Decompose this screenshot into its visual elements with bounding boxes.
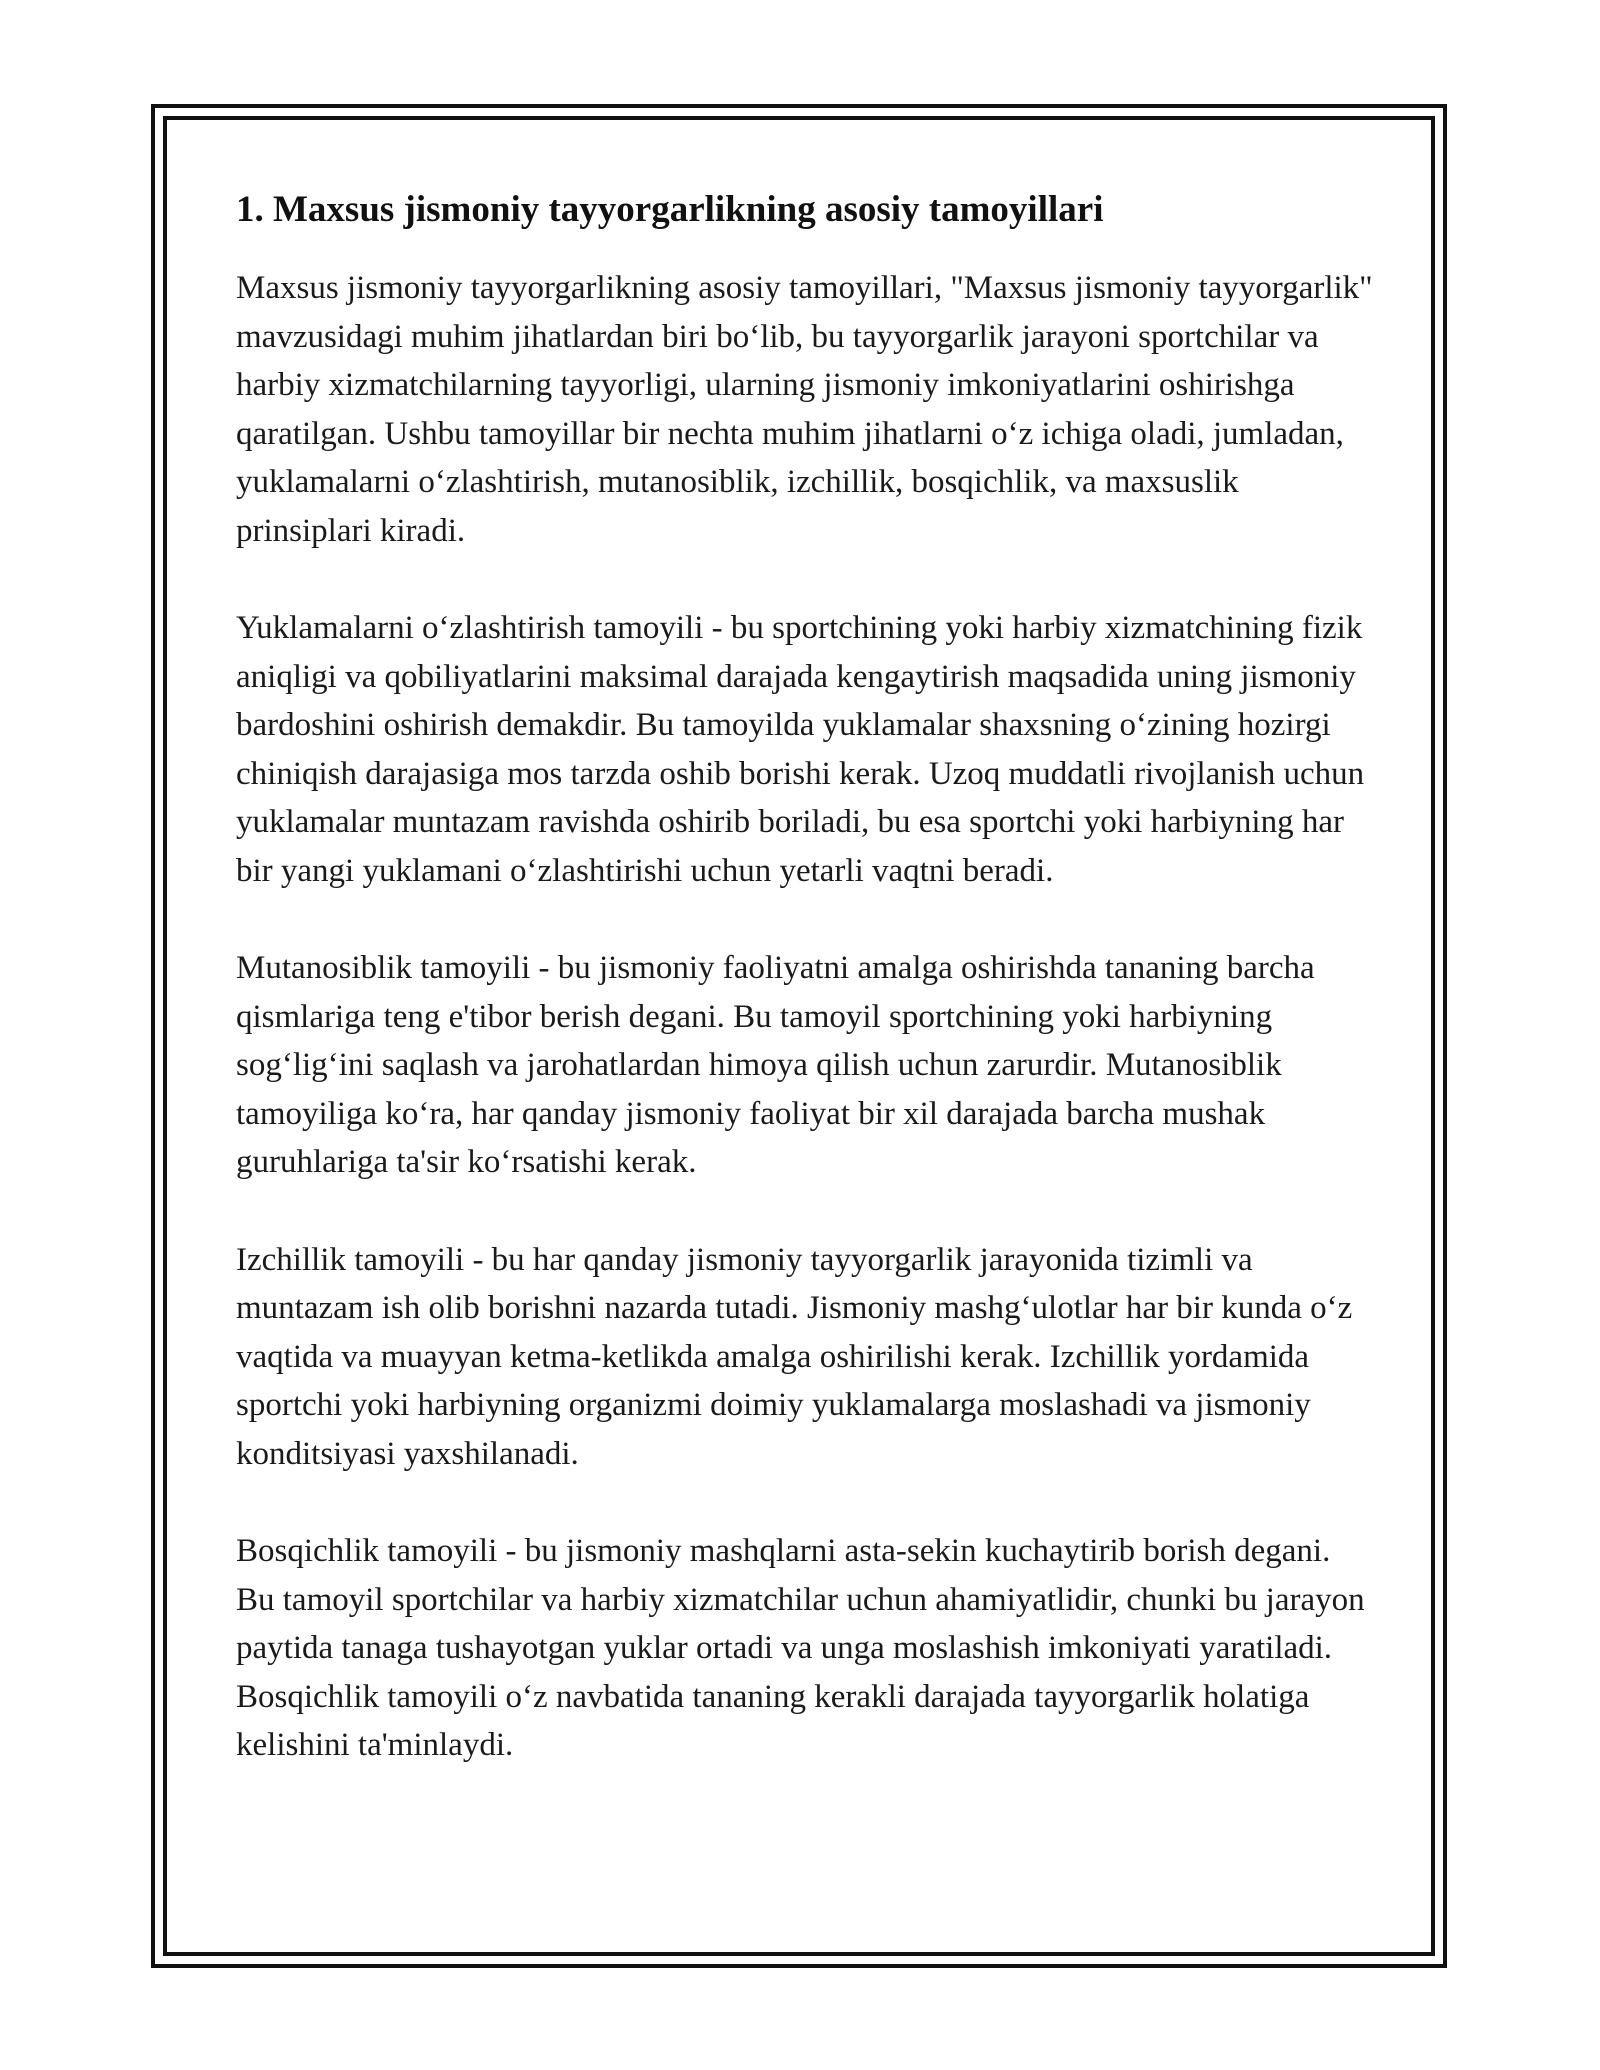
paragraph-load-principle: Yuklamalarni o‘zlashtirish tamoyili - bu sportchining yoki harbiy xizmatchining fizik aniqligi va qobiliyatlarini maksimal darajada kengaytirish maqsadida uning jismoniy bardoshini oshirish demakdir. Bu tamoyilda yuklamalar shaxsning o‘zining hozirgi chiniqish darajasiga mos tarzda oshib borishi kerak. Uzoq muddatli rivojlanish uchun yuklamalar muntazam ravishda oshirib boriladi, bu esa sportchi yoki harbiyning har bir yangi yuklamani o‘zlashtirishi uchun yetarli vaqtni beradi.	[236, 610, 1365, 889]
section-heading: 1. Maxsus jismoniy tayyorgarlikning asosiy tamoyillari	[236, 189, 1104, 230]
paragraph-proportionality-principle: Mutanosiblik tamoyili - bu jismoniy faoliyatni amalga oshirishda tananing barcha qismlariga teng e'tibor berish degani. Bu tamoyil sportchining yoki harbiyning sog‘lig‘ini saqlash va jarohatlardan himoya qilish uchun zarurdir. Mutanosiblik tamoyiliga ko‘ra, har qanday jismoniy faoliyat bir xil darajada barcha mushak guruhlariga ta'sir ko‘rsatishi kerak.	[236, 950, 1315, 1180]
document-body	[236, 186, 1376, 1819]
paragraph-consistency-principle: Izchillik tamoyili - bu har qanday jismoniy tayyorgarlik jarayonida tizimli va muntazam ish olib borishni nazarda tutadi. Jismoniy mashg‘ulotlar har bir kunda o‘z vaqtida va muayyan ketma-ketlikda amalga oshirilishi kerak. Izchillik yordamida sportchi yoki harbiyning organizmi doimiy yuklamalarga moslashadi va jismoniy konditsiyasi yaxshilanadi.	[236, 1241, 1353, 1472]
paragraph-intro: Maxsus jismoniy tayyorgarlikning asosiy tamoyillari, "Maxsus jismoniy tayyorgarlik" mavzusidagi muhim jihatlardan biri bo‘lib, bu tayyorgarlik jarayoni sportchilar va harbiy xizmatchilarning tayyorligi, ularning jismoniy imkoniyatlarini oshirishga qaratilgan. Ushbu tamoyillar bir nechta muhim jihatlarni o‘z ichiga oladi, jumladan, yuklamalarni o‘zlashtirish, mutanosiblik, izchillik, bosqichlik, va maxsuslik prinsiplari kiradi.	[236, 270, 1373, 549]
paragraph-gradual-principle: Bosqichlik tamoyili - bu jismoniy mashqlarni asta-sekin kuchaytirib borish degani. Bu tamoyil sportchilar va harbiy xizmatchilar uchun ahamiyatlidir, chunki bu jarayon paytida tanaga tushayotgan yuklar ortadi va unga moslashish imkoniyati yaratiladi. Bosqichlik tamoyili o‘z navbatida tananing kerakli darajada tayyorgarlik holatiga kelishini ta'minlaydi.	[236, 1533, 1365, 1763]
